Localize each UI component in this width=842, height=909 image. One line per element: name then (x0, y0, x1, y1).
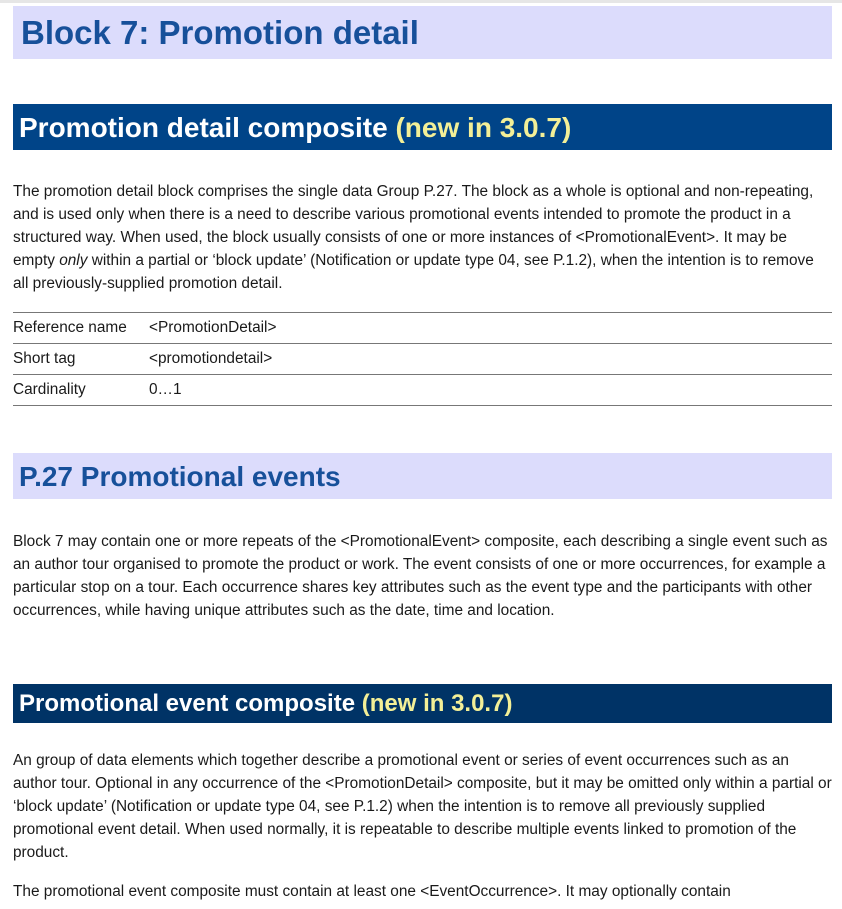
promotional-event-paragraph-1: An group of data elements which together describe a promotional event or series of event occurrences such as an author tour. Optional in any occurrence of the <PromotionDetail> composite, but it may be omitted only within a partial or ‘block update’ (Notification or update type 04, see P.1.2) when the intention is to remove all previously supplied promotional event detail. When used normally, it is repeatable to describe multiple events linked to promotion of the product. (13, 752, 832, 861)
reference-name-label: Reference name (13, 313, 149, 344)
promotion-detail-paragraph (13, 180, 832, 295)
section-heading-text (19, 690, 512, 718)
reference-name-value: <PromotionDetail> (149, 313, 832, 344)
block-title: Block 7: Promotion detail (21, 14, 419, 51)
promotional-events-paragraph: Block 7 may contain one or more repeats of the <PromotionalEvent> composite, each describing a single event such as an author tour organised to promote the product or work. The event consists of one or more occurrences, for example a particular stop on a tour. Each occurrence shares key attributes such as the event type and the participants with other occurrences, while having unique attributes such as the date, time and location. (13, 533, 828, 619)
table-row (13, 344, 832, 375)
table-row (13, 313, 832, 344)
heading-new-badge: (new in 3.0.7) (361, 690, 513, 717)
cardinality-label: Cardinality (13, 375, 149, 406)
section-heading-text (19, 112, 571, 144)
section-heading-promotional-events (13, 453, 832, 499)
short-tag-label: Short tag (13, 344, 149, 375)
section-heading-promotional-event-composite (13, 684, 832, 723)
block-heading (13, 6, 832, 59)
heading-new-badge: (new in 3.0.7) (395, 112, 572, 143)
cardinality-value: 0…1 (149, 375, 832, 406)
heading-title: Promotion detail composite (19, 112, 388, 143)
promotional-event-paragraph-2: The promotional event composite must contain at least one <EventOccurrence>. It may optionally contain (13, 883, 731, 900)
heading-title: Promotional event composite (19, 690, 356, 717)
section-heading-text: P.27 Promotional events (19, 461, 341, 492)
paragraph-text-continued: within a partial or ‘block update’ (Notification or update type 04, see P.1.2), when the intention is to remove all previously-supplied promotion detail. (13, 252, 814, 292)
section-heading-promotion-detail (13, 104, 832, 150)
short-tag-value: <promotiondetail> (149, 344, 832, 375)
reference-table (13, 312, 832, 406)
paragraph-text: The promotion detail block comprises the single data Group P.27. The block as a whole is optional and non-repeating, and is used only when there is a need to describe various promotional events intended to promote the product in a structured way. When used, the block usually consists of one or more instances of <PromotionalEvent>. It may be empty (13, 183, 814, 269)
paragraph-emphasis: only (59, 252, 88, 269)
top-border (0, 0, 842, 3)
table-row (13, 375, 832, 406)
